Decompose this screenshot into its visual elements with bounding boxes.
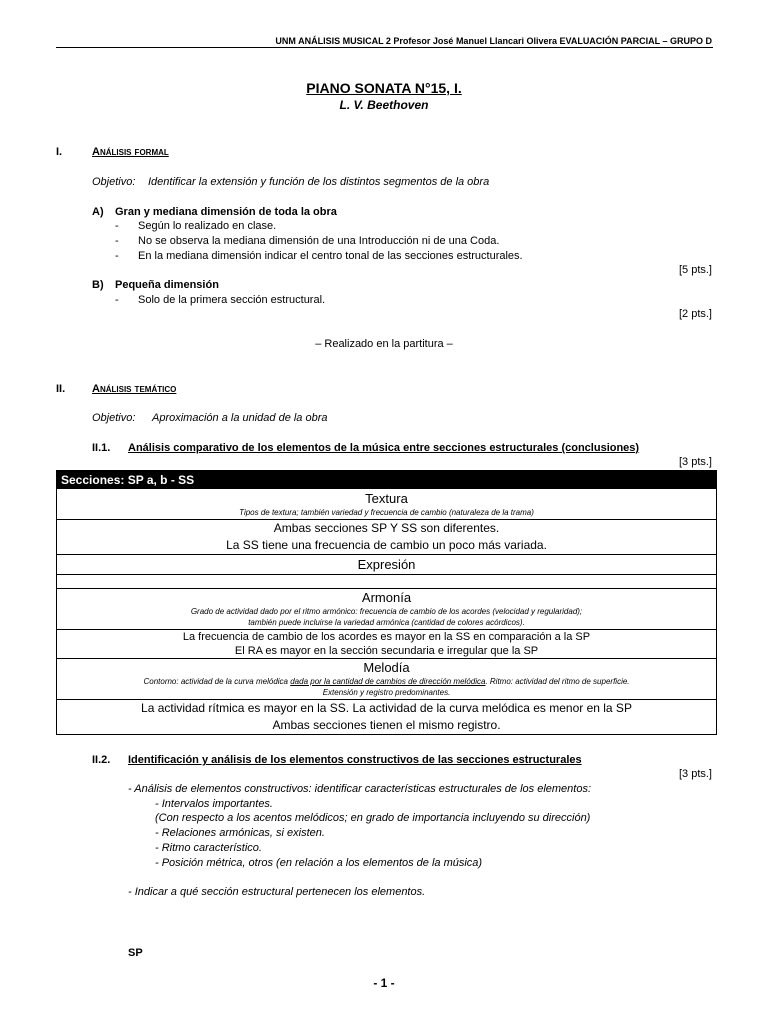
constructive-elements-intro: - Análisis de elementos constructivos: identificar características estructurales de los elementos: (128, 783, 592, 795)
item-a-bullet-1: - (115, 220, 119, 232)
armonia-answer-1: La frecuencia de cambio de los acordes es mayor en la SS en comparación a la SP (182, 631, 591, 643)
comparison-table (56, 470, 717, 735)
textura-note: Tipos de textura; también variedad y frecuencia de cambio (naturaleza de la trama) (239, 507, 534, 517)
melodia-note-2: Extensión y registro predominantes. (322, 688, 451, 697)
melodia-heading: Melodía (363, 660, 410, 675)
section-1-heading: Análisis formal (92, 146, 169, 158)
item-a-text-2: No se observa la mediana dimensión de una Introducción ni de una Coda. (138, 235, 500, 247)
item-b-label: B) (92, 279, 104, 291)
document-title: PIANO SONATA N°15, I. (306, 80, 462, 96)
melodia-note-1c: . Ritmo: actividad del ritmo de superficie. (485, 677, 630, 686)
table-row (57, 630, 717, 659)
table-row (57, 700, 717, 735)
table-header-cell: Secciones: SP a, b - SS (57, 471, 717, 489)
melodia-note-1b: dada por la cantidad de cambios de dirección melódica (290, 677, 486, 686)
item-b-title: Pequeña dimensión (115, 279, 219, 291)
item-b-bullet-1: - (115, 294, 119, 306)
section-1-objective-label: Objetivo: (92, 176, 136, 188)
subsection-2-2-title: Identificación y análisis de los elementos constructivos de las secciones estructurales (128, 754, 582, 766)
table-row (57, 589, 717, 630)
section-2-objective: Aproximación a la unidad de la obra (152, 412, 328, 424)
subsection-2-2-number: II.2. (92, 754, 111, 766)
constructive-elements-section: - Indicar a qué sección estructural pertenecen los elementos. (128, 886, 426, 898)
table-row (57, 659, 717, 700)
textura-answer-cell (57, 520, 717, 555)
page-header: UNM ANÁLISIS MUSICAL 2 Profesor José Manuel Llancari Olivera EVALUACIÓN PARCIAL – GRUPO D (275, 36, 712, 46)
header-rule (56, 47, 713, 48)
melodia-note-1a: Contorno: actividad de la curva melódica (143, 677, 291, 686)
section-1-objective: Identificar la extensión y función de los distintos segmentos de la obra (148, 176, 490, 188)
melodia-cell (57, 659, 717, 700)
constructive-item-2: - Relaciones armónicas, si existen. (155, 827, 325, 839)
item-a-text-3: En la mediana dimensión indicar el centro tonal de las secciones estructurales. (138, 250, 523, 262)
textura-answer-2: La SS tiene una frecuencia de cambio un poco más variada. (226, 538, 547, 552)
section-2-objective-label: Objetivo: (92, 412, 136, 424)
melodia-answer-1: La actividad rítmica es mayor en la SS. La actividad de la curva melódica es menor en la SP (141, 701, 632, 715)
melodia-answer-cell (57, 700, 717, 735)
armonia-answer-2: El RA es mayor en la sección secundaria e irregular que la SP (234, 645, 539, 657)
expresion-heading: Expresión (57, 555, 717, 575)
table-row (57, 489, 717, 520)
item-a-bullet-2: - (115, 235, 119, 247)
page-number: - 1 - (373, 976, 395, 990)
item-b-points: [2 pts.] (678, 308, 712, 320)
subsection-2-2-points: [3 pts.] (678, 768, 712, 780)
document-subtitle: L. V. Beethoven (339, 98, 429, 112)
constructive-item-3: - Ritmo característico. (155, 842, 262, 854)
textura-cell (57, 489, 717, 520)
subsection-2-1-title: Análisis comparativo de los elementos de la música entre secciones estructurales (conclusiones) (128, 442, 640, 454)
armonia-heading: Armonía (361, 590, 412, 605)
constructive-item-4: - Posición métrica, otros (en relación a los elementos de la música) (155, 857, 483, 869)
subsection-2-1-number: II.1. (92, 442, 111, 454)
expresion-answer-cell (57, 575, 717, 589)
done-in-score-note: – Realizado en la partitura – (315, 338, 453, 350)
textura-heading: Textura (365, 490, 408, 506)
sp-label: SP (128, 947, 143, 959)
item-b-text-1: Solo de la primera sección estructural. (138, 294, 326, 306)
item-a-points: [5 pts.] (678, 264, 712, 276)
constructive-item-1-note: (Con respecto a los acentos melódicos; en grado de importancia incluyendo su dirección) (155, 812, 591, 824)
item-a-text-1: Según lo realizado en clase. (138, 220, 277, 232)
table-row (57, 555, 717, 575)
item-a-bullet-3: - (115, 250, 119, 262)
melodia-answer-2: Ambas secciones tienen el mismo registro. (272, 718, 501, 732)
section-1-number: I. (56, 146, 63, 158)
item-a-title: Gran y mediana dimensión de toda la obra (115, 206, 337, 218)
constructive-item-1: - Intervalos importantes. (155, 798, 273, 810)
table-row (57, 575, 717, 589)
armonia-note-2: también puede incluirse la variedad armónica (cantidad de colores acórdicos). (248, 618, 525, 627)
armonia-note-1: Grado de actividad dado por el ritmo armónico: frecuencia de cambio de los acordes (velocidad y regularidad); (190, 607, 583, 616)
section-2-number: II. (56, 383, 66, 395)
melodia-note-1 (61, 676, 712, 687)
armonia-cell (57, 589, 717, 630)
armonia-answer-cell (57, 630, 717, 659)
table-row (57, 520, 717, 555)
item-a-label: A) (92, 206, 104, 218)
subsection-2-1-points: [3 pts.] (678, 456, 712, 468)
table-header-row (57, 471, 717, 489)
section-2-heading: Análisis temático (92, 383, 177, 395)
textura-answer-1: Ambas secciones SP Y SS son diferentes. (273, 521, 500, 535)
